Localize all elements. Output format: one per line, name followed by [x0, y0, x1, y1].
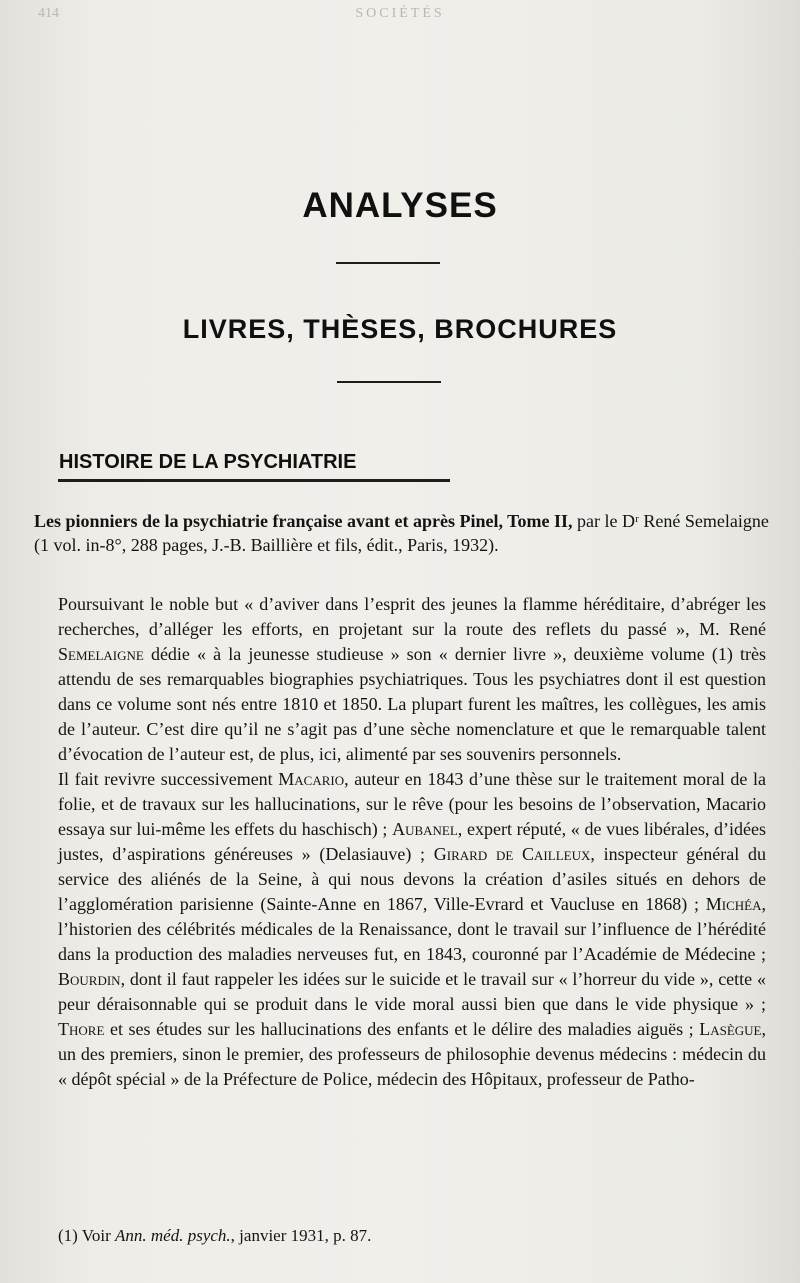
section-underline — [58, 479, 450, 482]
footnote-prefix: (1) Voir — [58, 1226, 115, 1245]
author-name: Bourdin — [58, 969, 121, 989]
footnote-journal: Ann. méd. psych. — [115, 1226, 231, 1245]
page-title: ANALYSES — [302, 186, 498, 225]
paragraph-text: , auteur en 1843 d’une thèse sur le traitement moral de la folie, et de travaux sur les hallucinations, sur le rêve (pour les besoins de l’observation, Macario essaya sur lui-même les effets du haschisch) ; — [58, 769, 766, 839]
title-rule — [336, 262, 440, 264]
author-name: Macario — [278, 769, 345, 789]
paragraph-text: dédie « à la jeunesse studieuse » son « dernier livre », deuxième volume (1) très attendu de ses remarquables biographies psychiatriques. Tous les psychiatres dont il est question dans ce volume sont nés entre 1810 et 1850. La plupart furent les maîtres, les collègues, les amis de l’auteur. C’est dire qu’il ne s’agit pas d’une sèche nomenclature et que le remarquable talent d’évocation de l’auteur est, de plus, ici, alimenté par ses souvenirs personnels. — [58, 644, 766, 764]
paragraph-text: Il fait revivre successivement — [58, 769, 279, 789]
author-name: Lasègue — [699, 1019, 762, 1039]
paragraph-text: , l’historien des célébrités médicales de la Renaissance, dont le travail sur l’influence de l’hérédité dans la production des maladies nerveuses fut, en 1843, couronné par l’Académie de Médecine ; — [58, 894, 766, 964]
book-title: Les pionniers de la psychiatrie française avant et après Pinel, Tome II, — [34, 511, 573, 531]
author-name: Semelaigne — [58, 644, 144, 664]
paragraph — [58, 767, 766, 1092]
author-name: Michéa — [705, 894, 762, 914]
book-details: par le Dʳ René Semelaigne (1 vol. in-8°, 288 pages, J.-B. Baillière et fils, édit., Paris, 1932). — [34, 511, 769, 555]
paragraph-text: Poursuivant le noble but « d’aviver dans l’esprit des jeunes la flamme héréditaire, d’abréger les recherches, d’alléger les efforts, en projetant sur la route des reflets du passé », M. René — [58, 594, 766, 639]
review-body — [58, 592, 766, 1092]
book-reference — [34, 509, 774, 557]
page-number: 414 — [38, 6, 59, 21]
author-name: Thore — [58, 1019, 105, 1039]
paragraph-text: et ses études sur les hallucinations des enfants et le délire des maladies aiguës ; — [104, 1019, 700, 1039]
paragraph-text: , expert réputé, « de vues libérales, d’idées justes, d’aspirations généreuses » (Delasiauve) ; — [58, 819, 766, 864]
page-subtitle: LIVRES, THÈSES, BROCHURES — [182, 314, 618, 344]
author-name: Girard de Cailleux — [433, 844, 591, 864]
author-name: Aubanel — [392, 819, 458, 839]
subtitle-rule — [337, 381, 441, 383]
paragraph-text: , un des premiers, sinon le premier, des professeurs de philosophie devenus médecins : médecin du « dépôt spécial » de la Préfecture de Police, médecin des Hôpitaux, professeur de Patho- — [58, 1019, 766, 1089]
running-head: SOCIÉTÉS — [355, 6, 445, 21]
paragraph-text: , inspecteur général du service des aliénés de la Seine, à qui nous devons la création d’asiles situés en dehors de l’agglomération parisienne (Sainte-Anne en 1867, Ville-Evrard et Vaucluse en 1868) ; — [58, 844, 766, 914]
footnote — [58, 1225, 766, 1247]
section-heading: HISTOIRE DE LA PSYCHIATRIE — [59, 451, 357, 473]
footnote-suffix: , janvier 1931, p. 87. — [230, 1226, 372, 1245]
paragraph-text: , dont il faut rappeler les idées sur le suicide et le travail sur « l’horreur du vide », cette « peur déraisonnable qui se produit dans le vide moral aussi bien que dans le vide physique » ; — [58, 969, 766, 1014]
paragraph — [58, 592, 766, 767]
